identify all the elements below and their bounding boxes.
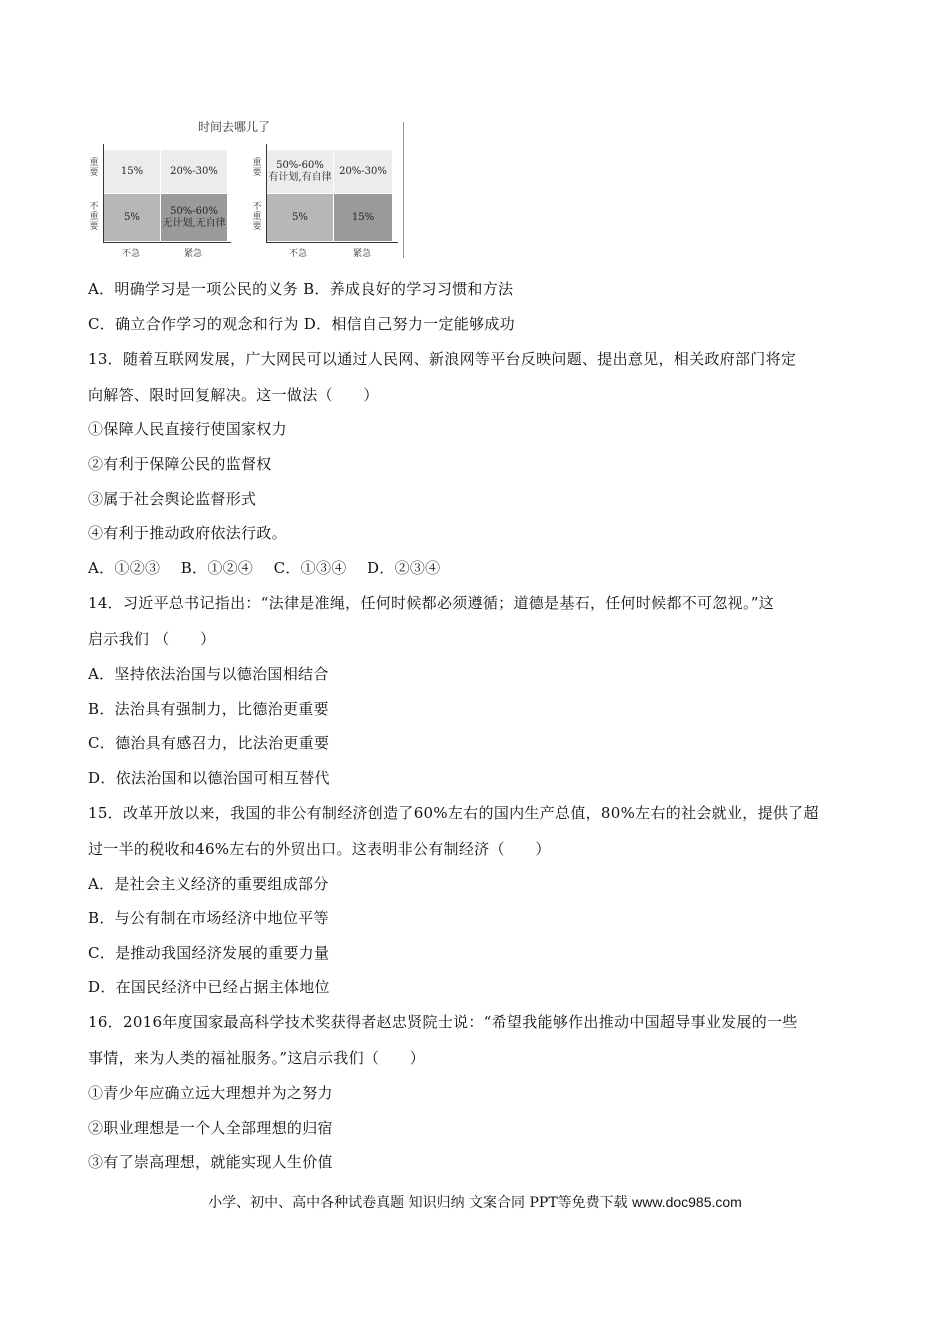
- q16-stem-line2: 事情，来为人类的福祉服务。”这启示我们（ ）: [88, 1049, 426, 1067]
- footer-text: 小学、初中、高中各种试卷真题 知识归纳 文案合同 PPT等免费下载: [208, 1195, 633, 1211]
- q15-stem-line1: 15．改革开放以来，我国的非公有制经济创造了60%左右的国内生产总值，80%左右的社会就业，提供了超: [88, 804, 819, 822]
- right-y-label-important: 重要: [252, 158, 262, 178]
- q13-item-1: ①保障人民直接行使国家权力: [88, 420, 287, 438]
- right-x-axis: [266, 242, 398, 243]
- q12-options-ab: A．明确学习是一项公民的义务 B．养成良好的学习习惯和方法: [88, 280, 514, 298]
- q14-option-a: A．坚持依法治国与以德治国相结合: [88, 665, 329, 683]
- q16-item-2: ②职业理想是一个人全部理想的归宿: [88, 1119, 333, 1137]
- q12-options-cd: C．确立合作学习的观念和行为 D．相信自己努力一定能够成功: [88, 315, 515, 333]
- page-footer: [0, 1192, 950, 1212]
- left-y-label-unimportant: 不重要: [89, 202, 99, 232]
- q15-stem-line2: 过一半的税收和46%左右的外贸出口。这表明非公有制经济（ ）: [88, 840, 551, 858]
- right-cell-important-urgent: 20%-30%: [334, 150, 392, 193]
- right-cell-unimportant-not-urgent: 5%: [267, 194, 333, 241]
- right-y-label-unimportant: 不重要: [252, 202, 262, 232]
- left-x-axis: [103, 242, 231, 243]
- q13-stem-line2: 向解答、限时回复解决。这一做法（ ）: [88, 386, 379, 404]
- right-cell-important-not-urgent: [267, 150, 333, 193]
- q13-item-3: ③属于社会舆论监督形式: [88, 490, 257, 508]
- q15-option-d: D．在国民经济中已经占据主体地位: [88, 978, 330, 996]
- q14-stem-line1: 14．习近平总书记指出：“法律是准绳，任何时候都必须遵循；道德是基石，任何时候都不可忽视。”这: [88, 594, 775, 612]
- left-cell-unimportant-urgent-value: 50%-60%: [170, 205, 218, 217]
- q15-option-a: A．是社会主义经济的重要组成部分: [88, 875, 329, 893]
- right-cell-important-not-urgent-value: 50%-60%: [276, 159, 324, 171]
- right-cell-unimportant-urgent: 15%: [334, 194, 392, 241]
- left-matrix: [88, 140, 238, 258]
- q16-stem-line1: 16．2016年度国家最高科学技术奖获得者赵忠贤院士说：“希望我能够作出推动中国超导事业发展的一些: [88, 1013, 798, 1031]
- left-cell-unimportant-urgent: [161, 194, 227, 241]
- q14-option-b: B．法治具有强制力，比德治更重要: [88, 700, 329, 718]
- left-cell-important-not-urgent: 15%: [104, 150, 160, 193]
- q13-item-2: ②有利于保障公民的监督权: [88, 455, 272, 473]
- q14-stem-line2: 启示我们 （ ）: [88, 630, 216, 648]
- right-matrix: [251, 140, 406, 258]
- right-edge-line: [403, 122, 404, 258]
- left-cell-unimportant-urgent-note: 无计划,无自律: [162, 217, 226, 229]
- right-x-label-urgent: 紧急: [353, 249, 372, 259]
- left-x-label-not-urgent: 不急: [122, 249, 141, 259]
- q15-option-c: C．是推动我国经济发展的重要力量: [88, 944, 330, 962]
- q13-stem-line1: 13．随着互联网发展，广大网民可以通过人民网、新浪网等平台反映问题、提出意见，相关政府部门将定: [88, 350, 797, 368]
- left-cell-unimportant-not-urgent: 5%: [104, 194, 160, 241]
- q13-item-4: ④有利于推动政府依法行政。: [88, 524, 287, 542]
- q14-option-d: D．依法治国和以德治国可相互替代: [88, 769, 330, 787]
- footer-url[interactable]: www.doc985.com: [632, 1194, 742, 1210]
- q15-option-b: B．与公有制在市场经济中地位平等: [88, 909, 329, 927]
- left-x-label-urgent: 紧急: [184, 249, 203, 259]
- q16-item-3: ③有了崇高理想，就能实现人生价值: [88, 1153, 333, 1171]
- left-cell-important-urgent: 20%-30%: [161, 150, 227, 193]
- figure-title: 时间去哪儿了: [198, 120, 271, 134]
- right-x-label-not-urgent: 不急: [289, 249, 308, 259]
- q16-item-1: ①青少年应确立远大理想并为之努力: [88, 1084, 333, 1102]
- q14-option-c: C．德治具有感召力，比法治更重要: [88, 734, 330, 752]
- left-y-label-important: 重要: [89, 158, 99, 178]
- right-cell-important-not-urgent-note: 有计划,有自律: [268, 171, 332, 183]
- q13-options: A．①②③ B．①②④ C．①③④ D．②③④: [88, 559, 441, 577]
- time-matrix-figure: [88, 118, 408, 260]
